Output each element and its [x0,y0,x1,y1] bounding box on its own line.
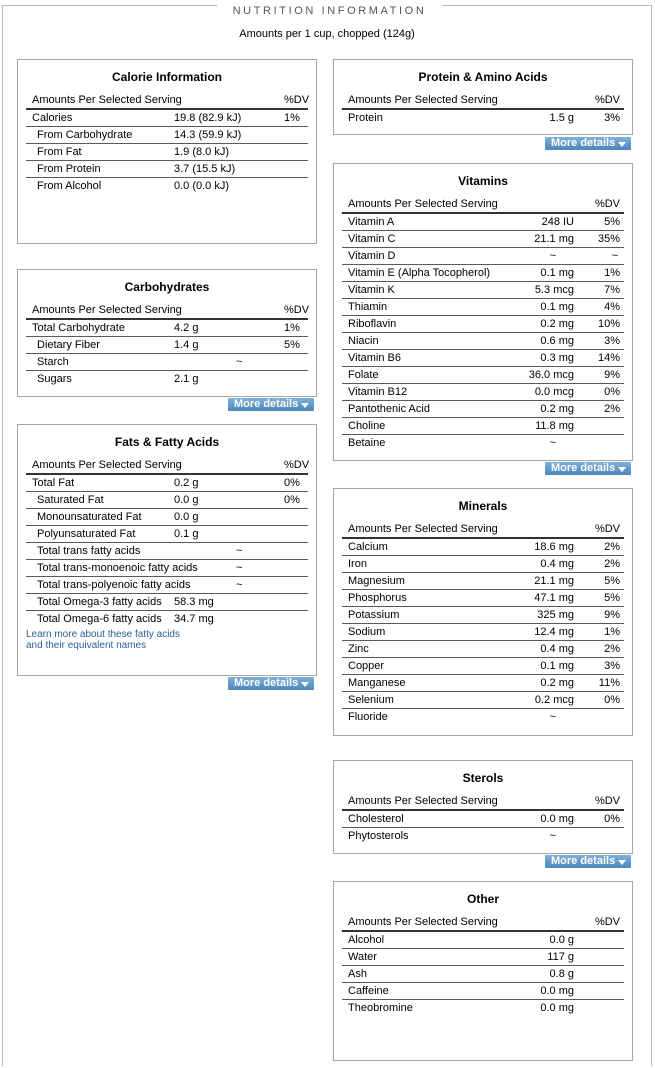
row-label: Betaine [348,437,386,449]
header-label: Amounts Per Selected Serving [32,459,182,471]
other-panel [333,881,633,1061]
row-label: Manganese [348,677,406,689]
row-label: Choline [348,420,386,432]
row-dv: 0% [284,477,300,489]
row-label: Dietary Fiber [37,339,100,351]
row-label: Total trans-polyenoic fatty acids [37,579,191,591]
table-row [342,607,624,624]
header-dv: %DV [594,198,620,210]
chevron-down-icon [301,682,309,687]
chevron-down-icon [618,142,626,147]
carbohydrates-panel [17,269,317,397]
row-label: Starch [37,356,69,368]
header-label: Amounts Per Selected Serving [348,795,498,807]
row-value: 0.4 mg [540,558,574,570]
row-label: Phytosterols [348,830,409,842]
row-value: 0.0 mg [540,813,574,825]
table-row [342,949,624,966]
table-row [26,594,308,611]
serving-size: Amounts per 1 cup, chopped (124g) [239,28,415,40]
row-label: Water [348,951,377,963]
row-value: 1.5 g [549,112,574,124]
header-dv: %DV [594,523,620,535]
table-row [342,110,624,127]
row-dv: 1% [604,267,620,279]
row-value: 0.2 mcg [534,694,574,706]
row-label: Monounsaturated Fat [37,511,142,523]
row-dv: 1% [604,626,620,638]
table-row [342,658,624,675]
row-value: 58.3 mg [174,596,214,608]
row-value: ~ [236,579,243,591]
row-label: Phosphorus [348,592,407,604]
row-label: Vitamin K [348,284,395,296]
row-dv: 2% [604,558,620,570]
row-value: 2.1 g [174,373,199,385]
row-dv: 0% [604,813,620,825]
row-label: Fluoride [348,711,388,723]
row-value: ~ [549,250,556,262]
row-value: 47.1 mg [534,592,574,604]
table-row [26,526,308,543]
table-row [26,144,308,161]
row-value: 0.0 g [549,934,574,946]
panel-title: Fats & Fatty Acids [114,435,220,449]
table-header [26,457,308,475]
table-row [342,828,624,845]
row-value: 19.8 (82.9 kJ) [174,112,242,124]
row-value: ~ [549,711,556,723]
row-value: 0.1 mg [540,301,574,313]
sterols-panel [333,760,633,854]
table-row [26,178,308,195]
row-dv: 1% [284,322,300,334]
panel-title: Carbohydrates [124,280,210,294]
row-value: 117 g [547,951,574,963]
table-row [342,367,624,384]
vitamins-more-details-button[interactable]: More details [545,462,631,475]
row-dv: ~ [611,250,618,262]
row-label: Total trans fatty acids [37,545,141,557]
row-label: Cholesterol [348,813,404,825]
row-dv: 0% [604,694,620,706]
row-value: 0.3 mg [540,352,574,364]
row-value: 0.1 g [174,528,199,540]
row-dv: 35% [597,233,620,245]
row-dv: 9% [604,609,620,621]
header-label: Amounts Per Selected Serving [32,94,182,106]
row-value: 0.2 g [174,477,199,489]
row-label: Thiamin [348,301,388,313]
row-label: Zinc [348,643,369,655]
row-value: ~ [236,562,243,574]
table-row [26,354,308,371]
row-value: 0.0 mg [540,985,574,997]
table-row [342,811,624,828]
vitamins-panel [333,163,633,461]
table-row [342,590,624,607]
row-label: Sodium [348,626,386,638]
row-label: Riboflavin [348,318,397,330]
table-row [342,265,624,282]
row-value: ~ [236,356,243,368]
row-label: Polyunsaturated Fat [37,528,136,540]
row-dv: 2% [604,643,620,655]
table-row [342,401,624,418]
row-dv: 3% [604,660,620,672]
row-label: Vitamin B6 [348,352,401,364]
table-header [342,92,624,110]
table-row [342,384,624,401]
row-label: Saturated Fat [37,494,104,506]
fats-more-details-button[interactable]: More details [228,677,314,690]
table-row [342,231,624,248]
row-dv: 10% [597,318,620,330]
table-header [342,521,624,539]
row-value: 3.7 (15.5 kJ) [174,163,236,175]
header-dv: %DV [284,459,310,471]
table-row [342,214,624,231]
minerals-panel [333,488,633,736]
row-value: 0.0 (0.0 kJ) [174,180,230,192]
row-label: Total trans-monoenoic fatty acids [37,562,198,574]
row-label: From Carbohydrate [37,129,133,141]
header-label: Amounts Per Selected Serving [32,304,182,316]
row-label: Selenium [348,694,394,706]
row-label: Iron [348,558,367,570]
row-value: 0.1 mg [540,267,574,279]
table-row [342,932,624,949]
row-label: Ash [348,968,367,980]
panel-title: Calorie Information [111,70,222,84]
table-row [26,371,308,388]
fatty-acids-learn-more-link[interactable]: Learn more about these fatty acids and their equivalent names [26,629,180,651]
header-dv: %DV [594,795,620,807]
table-row [342,983,624,1000]
row-value: 0.8 g [549,968,574,980]
row-value: 1.9 (8.0 kJ) [174,146,230,158]
row-dv: 11% [598,677,620,689]
row-label: Protein [348,112,383,124]
row-label: Potassium [348,609,400,621]
row-label: Calcium [348,541,388,553]
row-label: Vitamin E (Alpha Tocopherol) [348,267,491,279]
row-label: Total Carbohydrate [32,322,125,334]
table-row [342,556,624,573]
table-row [342,539,624,556]
row-value: 0.2 mg [540,677,574,689]
table-row [26,320,308,337]
table-row [342,435,624,452]
row-label: Total Omega-6 fatty acids [37,613,162,625]
fats-panel [17,424,317,676]
row-label: Caffeine [348,985,389,997]
header-label: Amounts Per Selected Serving [348,94,498,106]
table-row [342,350,624,367]
header-label: Amounts Per Selected Serving [348,198,498,210]
table-row [342,248,624,265]
row-value: 14.3 (59.9 kJ) [174,129,242,141]
row-label: Calories [32,112,73,124]
row-dv: 0% [284,494,300,506]
row-value: 1.4 g [174,339,199,351]
row-label: Niacin [348,335,379,347]
table-row [26,110,308,127]
table-header [342,793,624,811]
section-title: NUTRITION INFORMATION [217,5,442,17]
table-row [26,337,308,354]
row-dv: 5% [604,575,620,587]
row-dv: 0% [604,386,620,398]
row-value: 0.4 mg [540,643,574,655]
row-dv: 3% [604,335,620,347]
row-label: From Alcohol [37,180,102,192]
table-row [342,333,624,350]
table-row [26,560,308,577]
table-row [342,573,624,590]
row-value: 248 IU [541,216,574,228]
table-row [342,299,624,316]
row-label: Pantothenic Acid [348,403,430,415]
table-row [342,692,624,709]
table-row [26,509,308,526]
carbohydrates-more-details-button[interactable]: More details [228,398,314,411]
row-dv: 1% [284,112,300,124]
row-value: 0.0 mg [540,1002,574,1014]
row-label: Magnesium [348,575,405,587]
table-row [26,475,308,492]
table-row [26,611,308,628]
row-label: Folate [348,369,379,381]
panel-title: Vitamins [458,174,508,188]
row-dv: 5% [604,216,620,228]
row-value: 0.2 mg [540,318,574,330]
sterols-more-details-button[interactable]: More details [545,855,631,868]
header-dv: %DV [284,94,310,106]
row-value: 0.0 g [174,494,199,506]
table-row [342,641,624,658]
row-label: Copper [348,660,385,672]
panel-title: Sterols [462,771,504,785]
row-dv: 2% [604,403,620,415]
row-label: Total Fat [32,477,75,489]
row-label: Vitamin C [348,233,396,245]
row-value: 325 mg [537,609,574,621]
row-label: Total Omega-3 fatty acids [37,596,162,608]
row-label: From Protein [37,163,101,175]
row-value: 11.8 mg [535,420,574,432]
table-row [26,492,308,509]
table-row [342,624,624,641]
table-header [342,196,624,214]
table-row [342,675,624,692]
table-row [26,577,308,594]
row-dv: 5% [284,339,300,351]
header-label: Amounts Per Selected Serving [348,523,498,535]
header-dv: %DV [594,916,620,928]
row-value: 0.6 mg [540,335,574,347]
header-dv: %DV [594,94,620,106]
row-dv: 7% [604,284,620,296]
row-value: 12.4 mg [534,626,574,638]
calorie-panel [17,59,317,244]
panel-title: Minerals [458,499,508,513]
table-row [26,127,308,144]
table-row [26,543,308,560]
row-value: 21.1 mg [534,233,574,245]
row-label: Theobromine [348,1002,413,1014]
row-value: 5.3 mcg [534,284,574,296]
table-row [342,316,624,333]
table-header [26,302,308,320]
header-label: Amounts Per Selected Serving [348,916,498,928]
row-label: Vitamin A [348,216,395,228]
row-dv: 3% [604,112,620,124]
table-row [342,1000,624,1017]
row-label: Vitamin B12 [348,386,408,398]
row-value: 21.1 mg [534,575,574,587]
table-row [342,709,624,726]
row-value: ~ [549,437,556,449]
table-header [26,92,308,110]
row-label: Vitamin D [348,250,396,262]
table-header [342,914,624,932]
row-value: 18.6 mg [534,541,574,553]
row-dv: 4% [604,301,620,313]
row-value: 34.7 mg [174,613,214,625]
table-row [26,161,308,178]
row-dv: 14% [597,352,620,364]
row-dv: 2% [604,541,620,553]
row-value: 0.0 g [174,511,199,523]
header-dv: %DV [284,304,310,316]
protein-more-details-button[interactable]: More details [545,137,631,150]
row-dv: 9% [604,369,620,381]
row-dv: 5% [604,592,620,604]
table-row [342,966,624,983]
row-value: 0.0 mcg [534,386,574,398]
row-label: Alcohol [348,934,385,946]
row-label: Sugars [37,373,72,385]
row-value: ~ [549,830,556,842]
table-row [342,418,624,435]
panel-title: Other [466,892,499,906]
panel-title: Protein & Amino Acids [418,70,548,84]
row-label: From Fat [37,146,82,158]
row-value: 0.1 mg [540,660,574,672]
row-value: 0.2 mg [540,403,574,415]
protein-panel [333,59,633,135]
row-value: 4.2 g [174,322,199,334]
row-value: ~ [236,545,243,557]
row-value: 36.0 mcg [528,369,574,381]
chevron-down-icon [618,860,626,865]
table-row [342,282,624,299]
chevron-down-icon [618,467,626,472]
chevron-down-icon [301,403,309,408]
